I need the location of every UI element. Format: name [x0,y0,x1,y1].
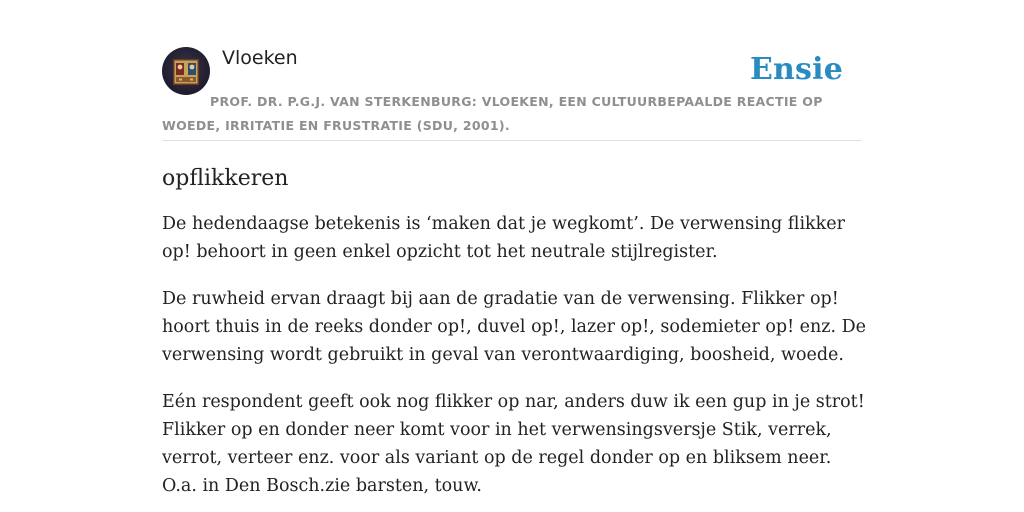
ensie-logo[interactable]: Ensie [749,52,843,87]
entry-paragraph: De hedendaagse betekenis is ‘maken dat je wegkomt’. De verwensing flikker op! behoort in geen enkel opzicht tot het neutrale stijlregister. [162,214,845,262]
book-cover-icon [162,47,210,95]
entry-content [162,160,868,500]
entry-paragraph: Eén respondent geeft ook nog flikker op nar, anders duw ik een gup in je strot! Flikker op en donder neer komt voor in het verwensingsversje Stik, verrek, verrot, verteer enz. voor als variant op de regel donder op en bliksem neer. O.a. in Den Bosch.zie barsten, touw. [162,392,865,496]
entry-paragraph: De ruwheid ervan draagt bij aan de gradatie van de verwensing. Flikker op! hoort thuis in de reeks donder op!, duvel op!, lazer op!, sodemieter op! enz. De verwensing wordt gebruikt in geval van verontwaardiging, boosheid, woede. [162,289,867,365]
collection-header [162,46,862,141]
collection-title[interactable]: Vloeken [222,47,298,69]
collection-avatar[interactable] [162,47,210,95]
source-citation: PROF. DR. P.G.J. VAN STERKENBURG: VLOEKEN, EEN CULTUURBEPAALDE REACTIE OP WOEDE, IRRITATIE EN FRUSTRATIE (SDU, 2001). [162,94,823,133]
entry-term: opflikkeren [162,166,289,191]
